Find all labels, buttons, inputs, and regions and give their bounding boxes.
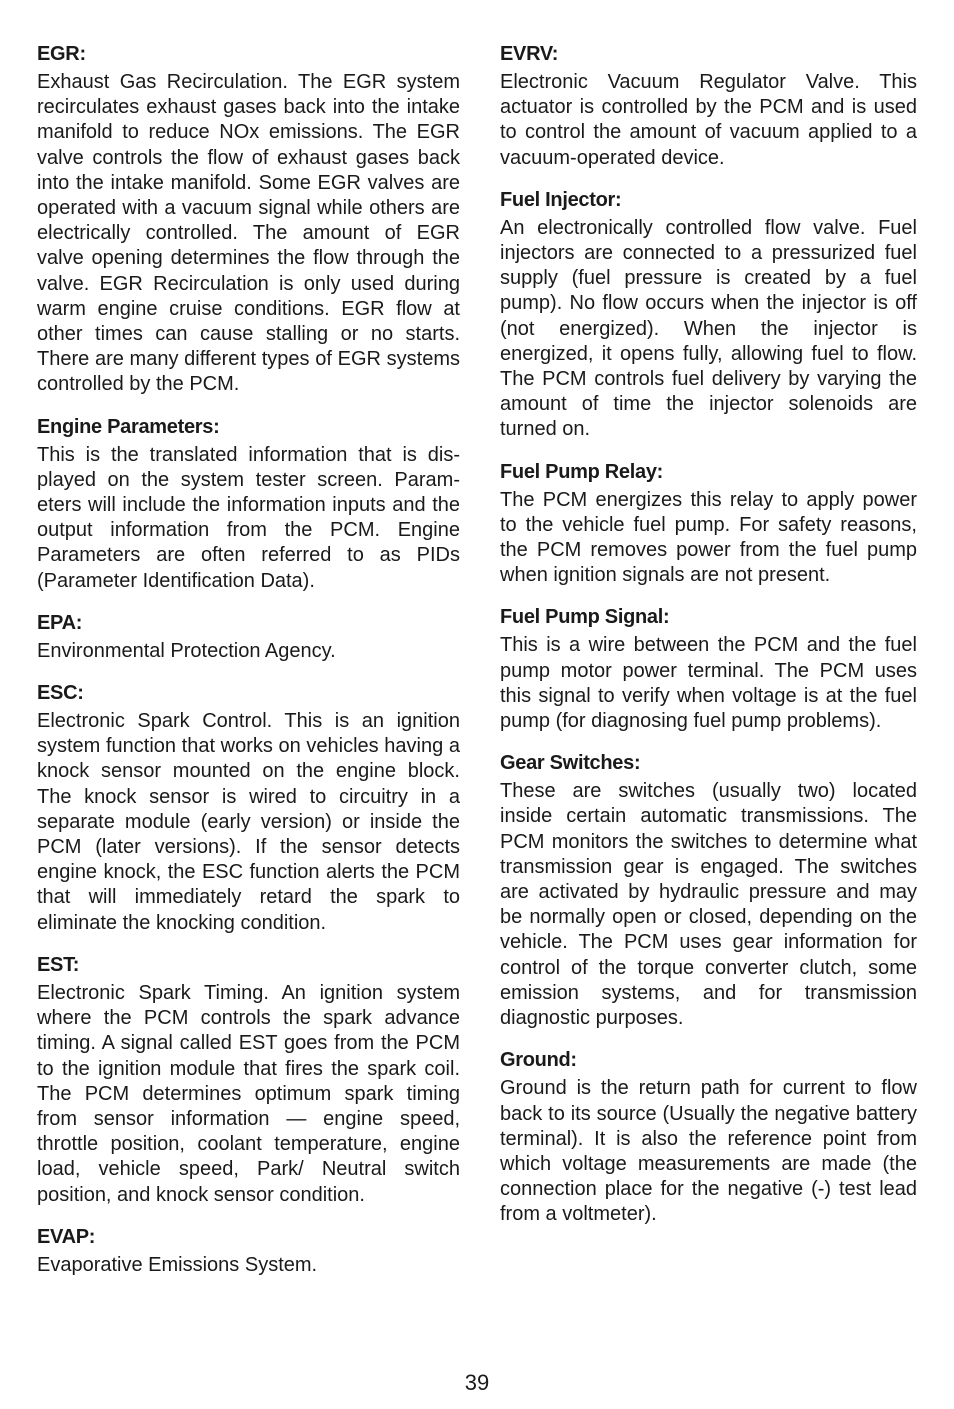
glossary-left-column (37, 42, 460, 1295)
term-heading: EGR: (37, 43, 86, 65)
term-definition: An electronically controlled flow valve. Fuel injectors are connected to a pressurized fuel supply (fuel pressure is created by a fuel pump). No flow occurs when the injector is off (not energized). When the injector is energized, it opens fully, allowing fuel to flow. The PCM controls fuel delivery by varying the amount of time the injector solenoids are turned on. (500, 216, 917, 441)
glossary-entry-fuel-pump-signal (500, 605, 917, 734)
term-heading: Fuel Pump Signal: (500, 606, 670, 629)
term-heading: Fuel Injector: (500, 188, 622, 211)
term-definition: This is a wire between the PCM and the fuel pump motor power terminal. The PCM uses this signal to verify when voltage is at the fuel pump (for diagnosing fuel pump problems). (500, 634, 917, 733)
glossary-entry-esc (37, 681, 460, 936)
glossary-entry-ground (500, 1048, 917, 1227)
glossary-entry-fuel-pump-relay (500, 460, 917, 589)
glossary-entry-engine-parameters (37, 415, 460, 594)
glossary-entry-fuel-injector (500, 188, 917, 443)
glossary-entry-epa (37, 611, 460, 664)
glossary-right-column (500, 42, 917, 1245)
term-heading: EPA: (37, 611, 83, 634)
term-definition: Environmental Protection Agency. (37, 639, 336, 662)
glossary-entry-evap (37, 1225, 460, 1278)
glossary-entry-egr (37, 42, 460, 398)
term-heading: EVAP: (37, 1225, 96, 1248)
term-heading: Fuel Pump Relay: (500, 460, 664, 483)
term-heading: Engine Parameters: (37, 415, 220, 438)
term-definition: Electronic Spark Timing. An ignition system where the PCM controls the spark advance timing. A signal called EST goes from the PCM to the ignition module that fires the spark coil. The PCM determines optimum spark timing from sensor information — engine speed, throttle position, coolant temperature, engine load, vehicle speed, Park/ Neutral switch position, and knock sensor condition. (37, 981, 460, 1206)
glossary-entry-est (37, 953, 460, 1208)
glossary-entry-gear-switches (500, 751, 917, 1031)
term-definition: These are switches (usually two) located inside certain automatic transmissions. The PCM monitors the switches to determine what transmission gear is engaged. The switches are activated by hydraulic pressure and may be normally open or closed, depending on the vehicle. The PCM uses gear information for control of the torque converter clutch, some emission systems, and for transmission diagnostic purposes. (500, 780, 917, 1030)
page-number: 39 (464, 1370, 490, 1395)
term-definition: Electronic Spark Control. This is an ignition system function that works on vehicles having a knock sensor mounted on the engine block. The knock sensor is wired to circuitry in a separate module (early version) or inside the PCM (later versions). If the sensor detects engine knock, the ESC function alerts the PCM that will immediately retard the spark to eliminate the knocking condition. (37, 710, 460, 934)
term-heading: Ground: (500, 1049, 577, 1072)
term-heading: EVRV: (500, 43, 559, 65)
term-definition: This is the translated information that is displayed on the system tester screen. Parameters will include the information inputs and the output information from the PCM. Engine Parameters are often referred to as PIDs (Parameter Identification Data). (37, 443, 460, 592)
term-heading: ESC: (37, 682, 84, 705)
term-definition: Exhaust Gas Recirculation. The EGR system recirculates exhaust gases back into the intake manifold to reduce NOx emissions. The EGR valve controls the flow of exhaust gases back into the intake manifold. Some EGR valves are operated with a vacuum signal while others are electrically controlled. The amount of EGR valve opening determines the flow through the valve. EGR Recirculation is only used during warm engine cruise conditions. EGR flow at other times can cause stalling or no starts. There are many different types of EGR systems controlled by the PCM. (37, 71, 460, 396)
term-heading: Gear Switches: (500, 752, 641, 775)
term-definition: Electronic Vacuum Regulator Valve. This actuator is controlled by the PCM and is used to control the amount of vacuum applied to a vacuum-operated device. (500, 71, 917, 169)
glossary-entry-evrv (500, 42, 917, 171)
term-heading: EST: (37, 953, 80, 976)
term-definition: The PCM energizes this relay to apply power to the vehicle fuel pump. For safety reasons, the PCM removes power from the fuel pump when ignition signals are not present. (500, 488, 917, 587)
term-definition: Evaporative Emissions System. (37, 1253, 318, 1276)
term-definition: Ground is the return path for current to flow back to its source (Usually the negative battery terminal). It is also the reference point from which voltage measurements are made (the connection place for the negative (-) test lead from a voltmeter). (500, 1077, 917, 1226)
